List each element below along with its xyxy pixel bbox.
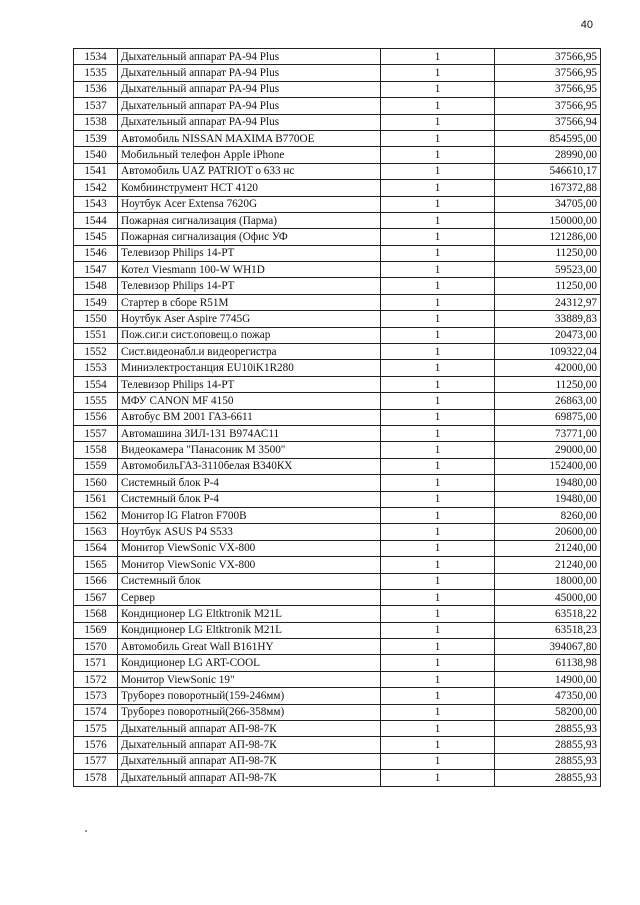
table-row	[74, 442, 601, 458]
cell-amount: 63518,22	[495, 606, 601, 622]
cell-number: 1553	[74, 360, 118, 376]
cell-number: 1574	[74, 704, 118, 720]
table-row	[74, 114, 601, 130]
cell-item-name: Дыхательный аппарат PA-94 Plus	[118, 98, 381, 114]
cell-number: 1564	[74, 540, 118, 556]
table-row	[74, 704, 601, 720]
cell-quantity: 1	[381, 507, 495, 523]
table-row	[74, 425, 601, 441]
table-row	[74, 180, 601, 196]
cell-amount: 63518,23	[495, 622, 601, 638]
cell-quantity: 1	[381, 311, 495, 327]
cell-amount: 61138,98	[495, 655, 601, 671]
table-row	[74, 671, 601, 687]
cell-number: 1570	[74, 639, 118, 655]
cell-number: 1550	[74, 311, 118, 327]
cell-amount: 394067,80	[495, 639, 601, 655]
cell-number: 1562	[74, 507, 118, 523]
cell-amount: 546610,17	[495, 163, 601, 179]
cell-number: 1554	[74, 376, 118, 392]
table-row	[74, 163, 601, 179]
cell-number: 1578	[74, 770, 118, 786]
cell-item-name: Сист.видеонабл.и видеорегистра	[118, 344, 381, 360]
cell-number: 1545	[74, 229, 118, 245]
cell-number: 1573	[74, 688, 118, 704]
cell-item-name: Мобильный телефон Apple iPhone	[118, 147, 381, 163]
scan-speck	[85, 830, 87, 832]
cell-number: 1567	[74, 589, 118, 605]
cell-amount: 11250,00	[495, 278, 601, 294]
cell-quantity: 1	[381, 622, 495, 638]
cell-number: 1539	[74, 130, 118, 146]
cell-number: 1577	[74, 753, 118, 769]
table-row	[74, 589, 601, 605]
cell-amount: 34705,00	[495, 196, 601, 212]
cell-quantity: 1	[381, 655, 495, 671]
cell-quantity: 1	[381, 98, 495, 114]
cell-quantity: 1	[381, 327, 495, 343]
cell-quantity: 1	[381, 278, 495, 294]
table-row	[74, 344, 601, 360]
table-row	[74, 229, 601, 245]
table-row	[74, 540, 601, 556]
cell-quantity: 1	[381, 147, 495, 163]
cell-quantity: 1	[381, 344, 495, 360]
table-row	[74, 475, 601, 491]
cell-item-name: Монитор ViewSonic VX-800	[118, 540, 381, 556]
table-row	[74, 770, 601, 786]
table-row	[74, 507, 601, 523]
cell-number: 1546	[74, 245, 118, 261]
cell-amount: 19480,00	[495, 475, 601, 491]
cell-item-name: Автобус ВМ 2001 ГАЗ-6611	[118, 409, 381, 425]
cell-item-name: Ноутбук ASUS P4 S533	[118, 524, 381, 540]
cell-amount: 26863,00	[495, 393, 601, 409]
cell-number: 1571	[74, 655, 118, 671]
cell-quantity: 1	[381, 688, 495, 704]
table-row	[74, 573, 601, 589]
cell-amount: 19480,00	[495, 491, 601, 507]
table-row	[74, 360, 601, 376]
cell-amount: 150000,00	[495, 212, 601, 228]
cell-number: 1547	[74, 262, 118, 278]
table-row	[74, 278, 601, 294]
cell-amount: 14900,00	[495, 671, 601, 687]
cell-item-name: Труборез поворотный(266-358мм)	[118, 704, 381, 720]
cell-number: 1575	[74, 721, 118, 737]
cell-quantity: 1	[381, 540, 495, 556]
cell-item-name: Миниэлектростанция EU10iK1R280	[118, 360, 381, 376]
cell-item-name: Дыхательный аппарат АП-98-7К	[118, 721, 381, 737]
cell-amount: 28855,93	[495, 737, 601, 753]
cell-amount: 121286,00	[495, 229, 601, 245]
cell-item-name: Автомобиль NISSAN MAXIMA B770OE	[118, 130, 381, 146]
cell-amount: 28855,93	[495, 721, 601, 737]
cell-number: 1548	[74, 278, 118, 294]
table-row	[74, 245, 601, 261]
table-row	[74, 639, 601, 655]
cell-number: 1544	[74, 212, 118, 228]
cell-quantity: 1	[381, 262, 495, 278]
cell-quantity: 1	[381, 81, 495, 97]
cell-number: 1557	[74, 425, 118, 441]
cell-number: 1540	[74, 147, 118, 163]
cell-item-name: Автомобиль Great Wall B161HY	[118, 639, 381, 655]
cell-amount: 45000,00	[495, 589, 601, 605]
cell-amount: 59523,00	[495, 262, 601, 278]
cell-item-name: Дыхательный аппарат АП-98-7К	[118, 737, 381, 753]
table-row	[74, 294, 601, 310]
table-row	[74, 491, 601, 507]
cell-amount: 37566,95	[495, 81, 601, 97]
cell-quantity: 1	[381, 704, 495, 720]
cell-number: 1543	[74, 196, 118, 212]
table-row	[74, 98, 601, 114]
cell-item-name: Видеокамера "Панасоник М 3500"	[118, 442, 381, 458]
cell-quantity: 1	[381, 409, 495, 425]
cell-quantity: 1	[381, 180, 495, 196]
cell-quantity: 1	[381, 130, 495, 146]
cell-item-name: Стартер в сборе R51M	[118, 294, 381, 310]
cell-quantity: 1	[381, 49, 495, 65]
cell-amount: 28855,93	[495, 753, 601, 769]
cell-item-name: Кондиционер LG Eltktronik M21L	[118, 606, 381, 622]
cell-number: 1549	[74, 294, 118, 310]
cell-item-name: Сервер	[118, 589, 381, 605]
cell-item-name: АвтомобильГАЗ-3110белая В340КХ	[118, 458, 381, 474]
inventory-table	[73, 48, 601, 787]
cell-number: 1559	[74, 458, 118, 474]
table-row	[74, 327, 601, 343]
cell-quantity: 1	[381, 229, 495, 245]
cell-number: 1572	[74, 671, 118, 687]
cell-quantity: 1	[381, 245, 495, 261]
table-row	[74, 393, 601, 409]
cell-amount: 37566,95	[495, 65, 601, 81]
cell-amount: 21240,00	[495, 557, 601, 573]
cell-item-name: Монитор ViewSonic 19"	[118, 671, 381, 687]
cell-number: 1538	[74, 114, 118, 130]
table-row	[74, 753, 601, 769]
table-row	[74, 458, 601, 474]
cell-quantity: 1	[381, 573, 495, 589]
table-row	[74, 262, 601, 278]
table-row	[74, 737, 601, 753]
cell-number: 1568	[74, 606, 118, 622]
cell-amount: 69875,00	[495, 409, 601, 425]
cell-quantity: 1	[381, 360, 495, 376]
table-row	[74, 130, 601, 146]
cell-number: 1558	[74, 442, 118, 458]
cell-amount: 21240,00	[495, 540, 601, 556]
cell-amount: 18000,00	[495, 573, 601, 589]
cell-number: 1534	[74, 49, 118, 65]
cell-quantity: 1	[381, 458, 495, 474]
cell-number: 1541	[74, 163, 118, 179]
cell-item-name: Дыхательный аппарат PA-94 Plus	[118, 114, 381, 130]
cell-amount: 37566,95	[495, 98, 601, 114]
cell-quantity: 1	[381, 753, 495, 769]
cell-number: 1561	[74, 491, 118, 507]
cell-quantity: 1	[381, 524, 495, 540]
cell-item-name: Автомашина ЗИЛ-131 В974АС11	[118, 425, 381, 441]
cell-quantity: 1	[381, 212, 495, 228]
cell-quantity: 1	[381, 425, 495, 441]
cell-item-name: Труборез поворотный(159-246мм)	[118, 688, 381, 704]
table-row	[74, 212, 601, 228]
cell-number: 1565	[74, 557, 118, 573]
cell-quantity: 1	[381, 475, 495, 491]
cell-number: 1555	[74, 393, 118, 409]
cell-quantity: 1	[381, 671, 495, 687]
cell-item-name: Комбиинструмент HCT 4120	[118, 180, 381, 196]
cell-amount: 152400,00	[495, 458, 601, 474]
cell-item-name: Пож.сиг.и сист.оповещ.о пожар	[118, 327, 381, 343]
cell-item-name: Системный блок Р-4	[118, 475, 381, 491]
table-row	[74, 606, 601, 622]
cell-item-name: Телевизор Philips 14-PT	[118, 376, 381, 392]
table-row	[74, 49, 601, 65]
cell-quantity: 1	[381, 737, 495, 753]
cell-quantity: 1	[381, 491, 495, 507]
cell-number: 1536	[74, 81, 118, 97]
cell-item-name: Автомобиль UAZ PATRIOT о 633 нс	[118, 163, 381, 179]
table-row	[74, 376, 601, 392]
table-row	[74, 524, 601, 540]
cell-item-name: Дыхательный аппарат АП-98-7К	[118, 770, 381, 786]
page-number: 40	[580, 19, 593, 31]
cell-item-name: Системный блок Р-4	[118, 491, 381, 507]
cell-amount: 11250,00	[495, 376, 601, 392]
cell-item-name: Дыхательный аппарат PA-94 Plus	[118, 49, 381, 65]
cell-amount: 37566,94	[495, 114, 601, 130]
cell-amount: 109322,04	[495, 344, 601, 360]
cell-quantity: 1	[381, 65, 495, 81]
cell-number: 1551	[74, 327, 118, 343]
cell-number: 1569	[74, 622, 118, 638]
cell-item-name: МФУ CANON MF 4150	[118, 393, 381, 409]
table-row	[74, 196, 601, 212]
cell-item-name: Телевизор Philips 14-PT	[118, 245, 381, 261]
cell-quantity: 1	[381, 721, 495, 737]
cell-item-name: Котел Viesmann 100-W WH1D	[118, 262, 381, 278]
cell-amount: 73771,00	[495, 425, 601, 441]
cell-amount: 11250,00	[495, 245, 601, 261]
cell-item-name: Пожарная сигнализация (Парма)	[118, 212, 381, 228]
table-row	[74, 147, 601, 163]
cell-amount: 167372,88	[495, 180, 601, 196]
inventory-table-body	[74, 49, 601, 787]
cell-item-name: Ноутбук Acer Extensa 7620G	[118, 196, 381, 212]
cell-quantity: 1	[381, 442, 495, 458]
table-row	[74, 557, 601, 573]
cell-quantity: 1	[381, 294, 495, 310]
cell-amount: 29000,00	[495, 442, 601, 458]
cell-quantity: 1	[381, 376, 495, 392]
cell-amount: 20600,00	[495, 524, 601, 540]
cell-number: 1537	[74, 98, 118, 114]
cell-number: 1576	[74, 737, 118, 753]
table-row	[74, 311, 601, 327]
cell-amount: 8260,00	[495, 507, 601, 523]
cell-amount: 24312,97	[495, 294, 601, 310]
cell-amount: 33889,83	[495, 311, 601, 327]
cell-amount: 42000,00	[495, 360, 601, 376]
cell-quantity: 1	[381, 557, 495, 573]
cell-number: 1560	[74, 475, 118, 491]
cell-number: 1535	[74, 65, 118, 81]
cell-amount: 37566,95	[495, 49, 601, 65]
cell-number: 1542	[74, 180, 118, 196]
table-row	[74, 81, 601, 97]
table-row	[74, 622, 601, 638]
cell-item-name: Системный блок	[118, 573, 381, 589]
cell-item-name: Кондиционер LG Eltktronik M21L	[118, 622, 381, 638]
table-row	[74, 655, 601, 671]
cell-amount: 28990,00	[495, 147, 601, 163]
cell-item-name: Монитор lG Flatron F700B	[118, 507, 381, 523]
cell-item-name: Дыхательный аппарат PA-94 Plus	[118, 81, 381, 97]
cell-item-name: Дыхательный аппарат АП-98-7К	[118, 753, 381, 769]
cell-quantity: 1	[381, 606, 495, 622]
cell-number: 1552	[74, 344, 118, 360]
cell-quantity: 1	[381, 770, 495, 786]
cell-amount: 58200,00	[495, 704, 601, 720]
cell-quantity: 1	[381, 163, 495, 179]
cell-number: 1563	[74, 524, 118, 540]
table-row	[74, 688, 601, 704]
table-row	[74, 65, 601, 81]
cell-item-name: Ноутбук Aser Aspire 7745G	[118, 311, 381, 327]
table-row	[74, 721, 601, 737]
cell-quantity: 1	[381, 114, 495, 130]
cell-amount: 47350,00	[495, 688, 601, 704]
cell-number: 1566	[74, 573, 118, 589]
cell-item-name: Монитор ViewSonic VX-800	[118, 557, 381, 573]
cell-item-name: Кондиционер LG ART-COOL	[118, 655, 381, 671]
cell-amount: 854595,00	[495, 130, 601, 146]
cell-amount: 28855,93	[495, 770, 601, 786]
table-row	[74, 409, 601, 425]
cell-quantity: 1	[381, 639, 495, 655]
cell-item-name: Пожарная сигнализация (Офис УФ	[118, 229, 381, 245]
cell-amount: 20473,00	[495, 327, 601, 343]
cell-item-name: Дыхательный аппарат PA-94 Plus	[118, 65, 381, 81]
cell-quantity: 1	[381, 589, 495, 605]
cell-number: 1556	[74, 409, 118, 425]
cell-item-name: Телевизор Philips 14-PT	[118, 278, 381, 294]
cell-quantity: 1	[381, 196, 495, 212]
cell-quantity: 1	[381, 393, 495, 409]
